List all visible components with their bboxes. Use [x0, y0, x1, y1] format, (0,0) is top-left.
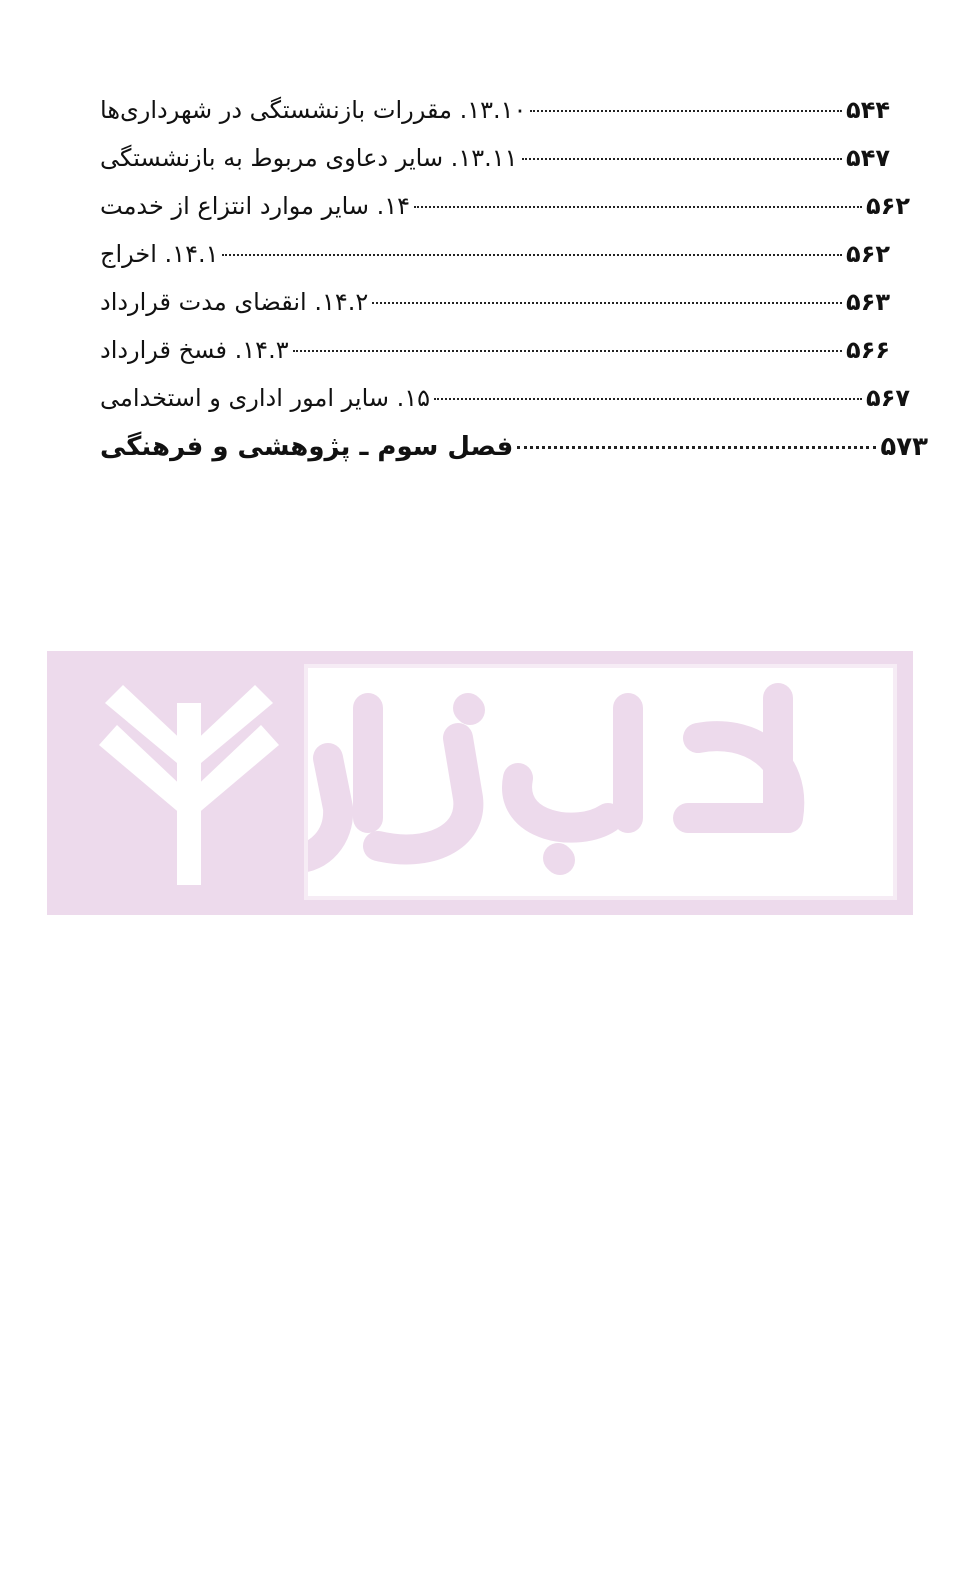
toc-entry-title: ۱۳.۱۱. سایر دعاوی مربوط به بازنشستگی: [100, 144, 518, 172]
toc-entry[interactable]: [100, 288, 890, 316]
brand-logotype: [308, 668, 893, 896]
toc-entry[interactable]: [100, 96, 890, 124]
toc-leader-dots: [293, 350, 842, 352]
toc-entry-title: ۱۳.۱۰. مقررات بازنشستگی در شهرداری‌ها: [100, 96, 527, 124]
toc-entry-page: ۵۶۲: [846, 240, 890, 268]
toc-entry-title: ۱۴. سایر موارد انتزاع از خدمت: [100, 192, 411, 220]
toc-leader-dots: [517, 446, 876, 449]
toc-entry-title: ۱۴.۱. اخراج: [100, 240, 219, 268]
toc-leader-dots: [522, 158, 843, 160]
toc-entry[interactable]: [100, 192, 910, 220]
toc-chapter-title: فصل سوم ـ پژوهشی و فرهنگی: [100, 432, 514, 462]
watermark-text-panel: [304, 664, 897, 900]
toc-leader-dots: [222, 254, 842, 256]
toc-entry[interactable]: [100, 384, 910, 412]
toc-entry-page: ۵۴۴: [846, 96, 890, 124]
toc-leader-dots: [414, 206, 862, 208]
toc-leader-dots: [372, 302, 842, 304]
toc-entry-title: ۱۴.۳. فسخ قرارداد: [100, 336, 289, 364]
toc-entry-page: ۵۶۶: [846, 336, 890, 364]
toc-entry-page: ۵۶۳: [846, 288, 890, 316]
tree-logo-icon: [99, 675, 279, 895]
toc-entry-title: ۱۴.۲. انقضای مدت قرارداد: [100, 288, 369, 316]
publisher-watermark: [47, 651, 913, 915]
toc-leader-dots: [530, 110, 842, 112]
toc-entry-title: ۱۵. سایر امور اداری و استخدامی: [100, 384, 431, 412]
toc-chapter-entry[interactable]: [100, 432, 928, 462]
toc-chapter-page: ۵۷۳: [880, 432, 928, 462]
toc-entry-page: ۵۴۷: [846, 144, 890, 172]
toc-entry[interactable]: [100, 144, 890, 172]
toc-leader-dots: [434, 398, 862, 400]
toc-entry[interactable]: [100, 336, 890, 364]
toc-entry[interactable]: [100, 240, 890, 268]
toc-entry-page: ۵۶۷: [866, 384, 910, 412]
toc-entry-page: ۵۶۲: [866, 192, 910, 220]
